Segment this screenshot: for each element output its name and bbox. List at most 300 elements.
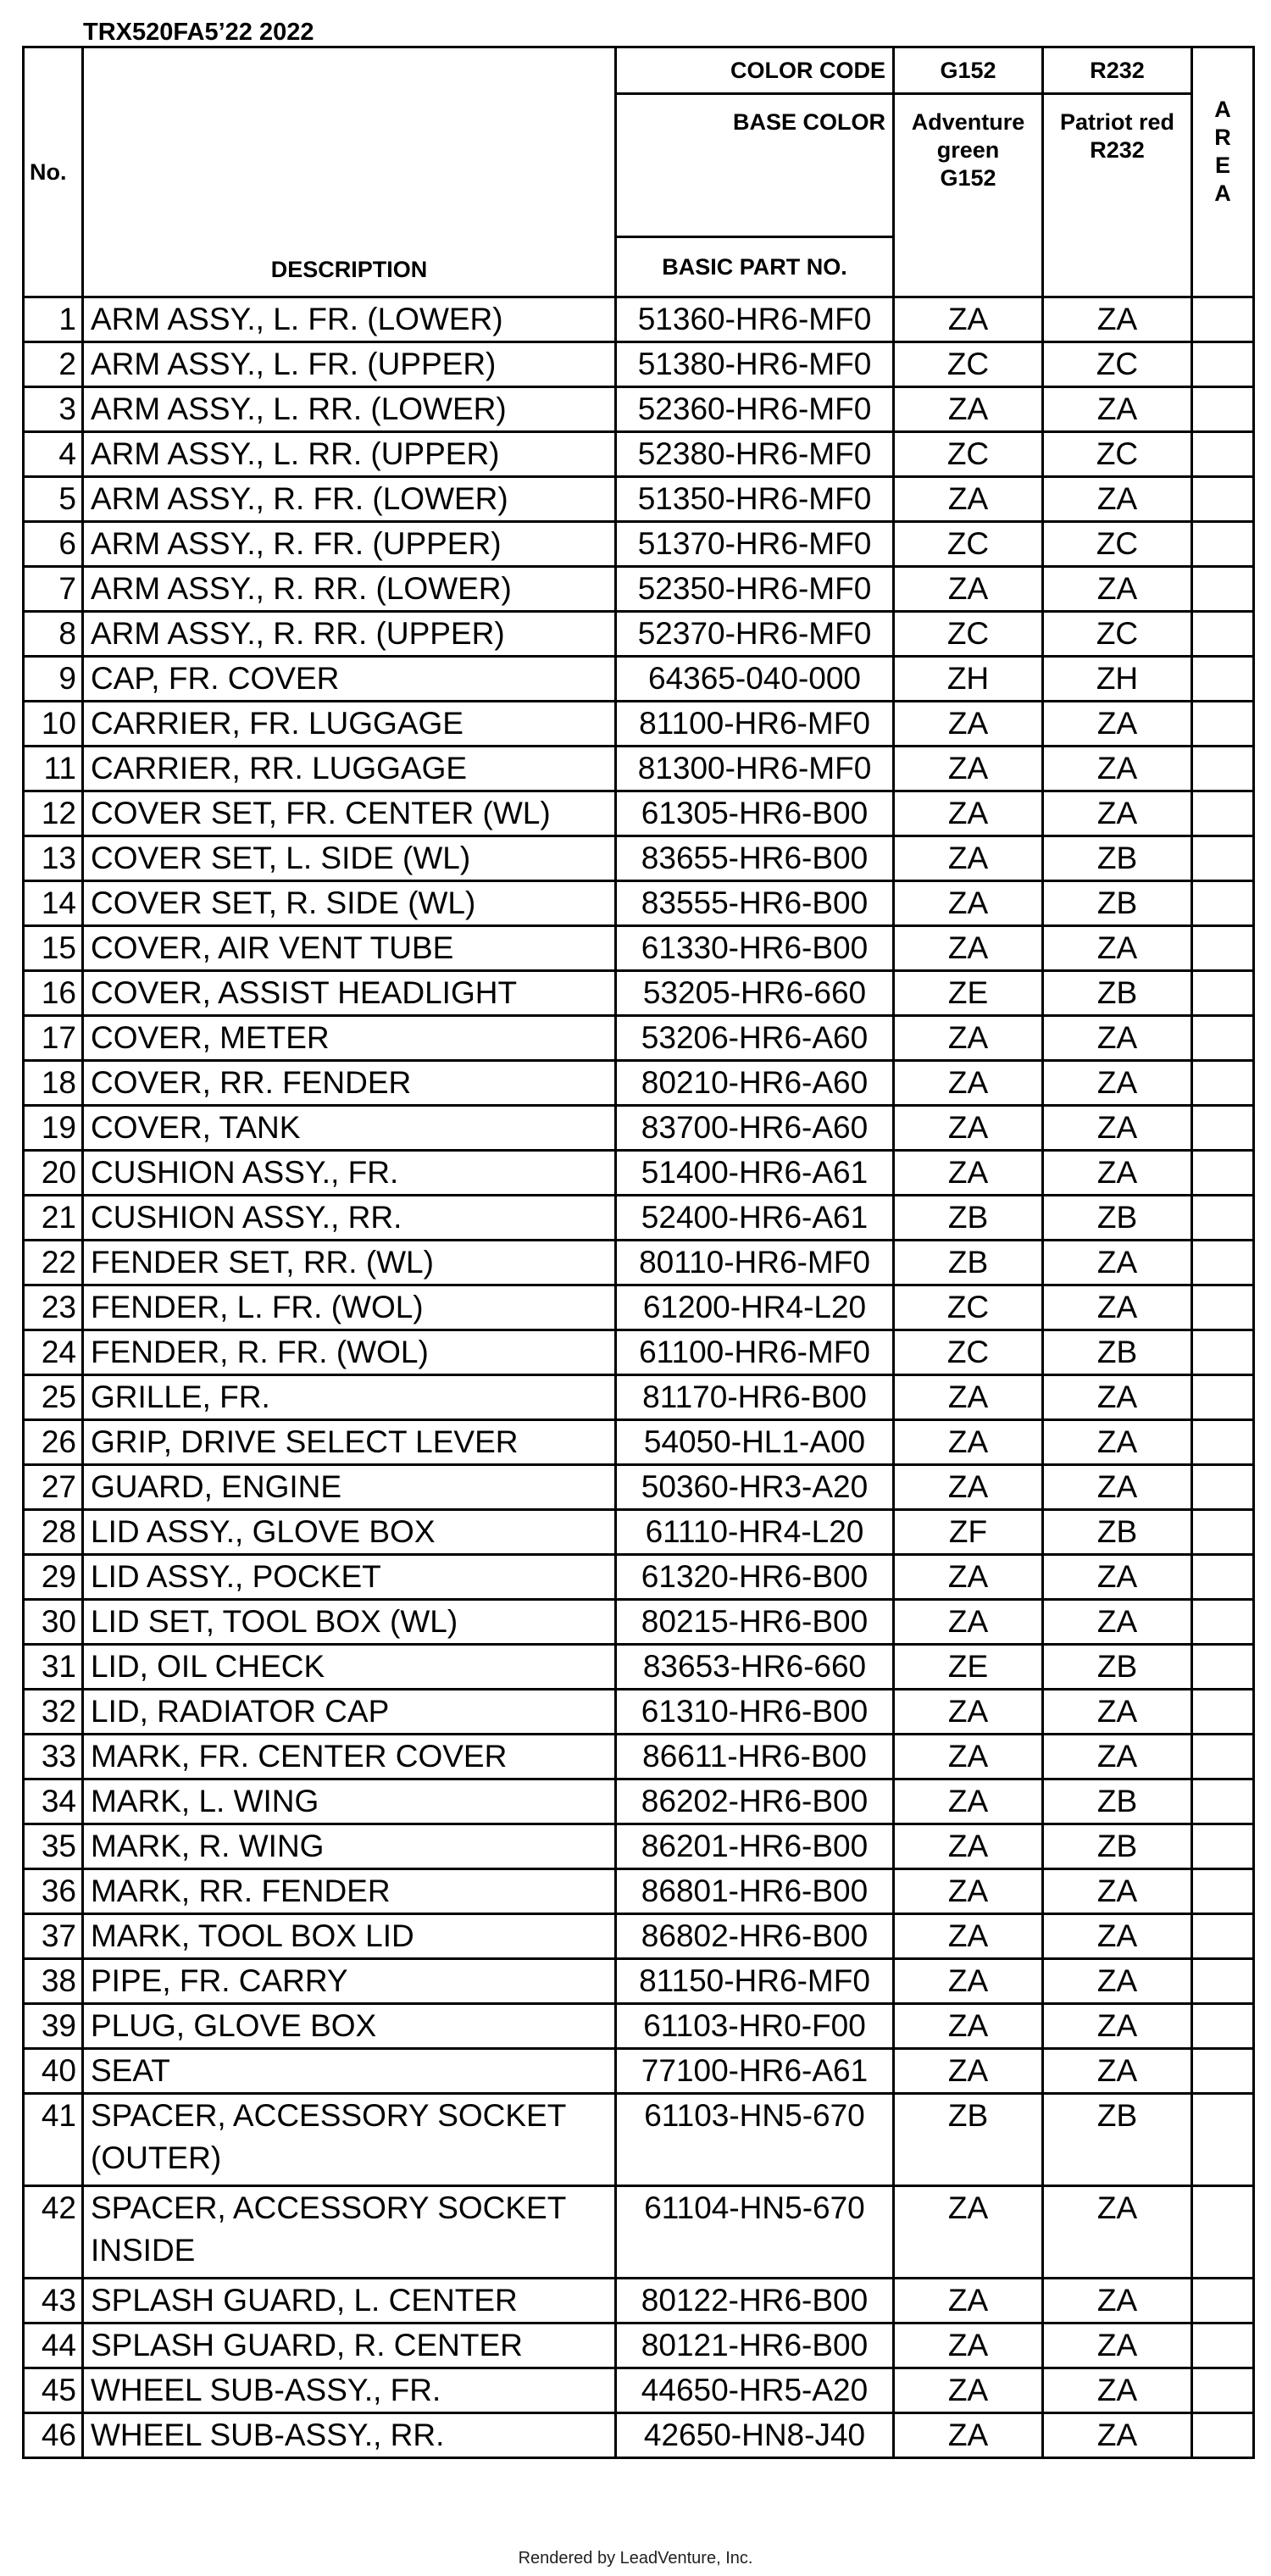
row-number: 43 bbox=[24, 2279, 83, 2323]
row-part-number: 51380-HR6-MF0 bbox=[616, 342, 894, 387]
table-row bbox=[24, 2323, 1254, 2368]
row-description: ARM ASSY., R. FR. (LOWER) bbox=[83, 477, 616, 522]
row-code-r232: ZA bbox=[1043, 747, 1192, 791]
row-part-number: 83653-HR6-660 bbox=[616, 1645, 894, 1690]
row-code-g152: ZA bbox=[894, 2413, 1043, 2458]
row-code-r232: ZA bbox=[1043, 1375, 1192, 1420]
table-row bbox=[24, 1375, 1254, 1420]
table-row bbox=[24, 2004, 1254, 2049]
table-row bbox=[24, 1690, 1254, 1735]
row-code-r232: ZA bbox=[1043, 1285, 1192, 1330]
row-area bbox=[1192, 2186, 1254, 2279]
row-part-number: 86202-HR6-B00 bbox=[616, 1779, 894, 1824]
row-description: CARRIER, RR. LUGGAGE bbox=[83, 747, 616, 791]
row-code-g152: ZA bbox=[894, 1555, 1043, 1600]
row-part-number: 61305-HR6-B00 bbox=[616, 791, 894, 836]
row-number: 12 bbox=[24, 791, 83, 836]
row-area bbox=[1192, 1914, 1254, 1959]
row-number: 46 bbox=[24, 2413, 83, 2458]
row-area bbox=[1192, 2279, 1254, 2323]
row-number: 8 bbox=[24, 612, 83, 657]
header-desc-top bbox=[83, 47, 616, 237]
color-name-line: Adventure bbox=[911, 109, 1025, 135]
row-description: COVER, AIR VENT TUBE bbox=[83, 926, 616, 971]
row-code-g152: ZA bbox=[894, 702, 1043, 747]
header-base-color: BASE COLOR bbox=[616, 94, 894, 237]
table-row bbox=[24, 2413, 1254, 2458]
table-row bbox=[24, 1555, 1254, 1600]
row-part-number: 83700-HR6-A60 bbox=[616, 1106, 894, 1151]
row-code-g152: ZA bbox=[894, 1151, 1043, 1196]
row-code-g152: ZA bbox=[894, 387, 1043, 432]
row-area bbox=[1192, 2004, 1254, 2049]
row-area bbox=[1192, 1510, 1254, 1555]
row-part-number: 61100-HR6-MF0 bbox=[616, 1330, 894, 1375]
row-code-g152: ZA bbox=[894, 1690, 1043, 1735]
row-number: 41 bbox=[24, 2094, 83, 2186]
table-row bbox=[24, 1016, 1254, 1061]
row-code-g152: ZB bbox=[894, 2094, 1043, 2186]
row-code-g152: ZA bbox=[894, 747, 1043, 791]
row-part-number: 50360-HR3-A20 bbox=[616, 1465, 894, 1510]
row-code-r232: ZA bbox=[1043, 1106, 1192, 1151]
table-row bbox=[24, 1510, 1254, 1555]
row-area bbox=[1192, 1779, 1254, 1824]
table-row bbox=[24, 2279, 1254, 2323]
row-part-number: 52380-HR6-MF0 bbox=[616, 432, 894, 477]
row-code-r232: ZA bbox=[1043, 567, 1192, 612]
row-area bbox=[1192, 1375, 1254, 1420]
row-code-g152: ZA bbox=[894, 1106, 1043, 1151]
table-row bbox=[24, 1914, 1254, 1959]
row-code-g152: ZA bbox=[894, 297, 1043, 342]
row-number: 15 bbox=[24, 926, 83, 971]
row-code-r232: ZA bbox=[1043, 1555, 1192, 1600]
row-description: FENDER SET, RR. (WL) bbox=[83, 1241, 616, 1285]
row-code-r232: ZB bbox=[1043, 1824, 1192, 1869]
row-code-r232: ZA bbox=[1043, 2049, 1192, 2094]
header-row-color-code bbox=[24, 47, 1254, 94]
table-row bbox=[24, 1645, 1254, 1690]
row-part-number: 52400-HR6-A61 bbox=[616, 1196, 894, 1241]
row-area bbox=[1192, 1645, 1254, 1690]
row-code-g152: ZA bbox=[894, 2323, 1043, 2368]
row-description: LID SET, TOOL BOX (WL) bbox=[83, 1600, 616, 1645]
color-name-line: green bbox=[936, 137, 1000, 163]
row-number: 33 bbox=[24, 1735, 83, 1779]
row-area bbox=[1192, 657, 1254, 702]
color-name-line: Patriot red bbox=[1059, 109, 1175, 135]
row-code-r232: ZA bbox=[1043, 1241, 1192, 1285]
table-row bbox=[24, 1959, 1254, 2004]
table-row bbox=[24, 1600, 1254, 1645]
row-code-r232: ZB bbox=[1043, 1510, 1192, 1555]
row-number: 36 bbox=[24, 1869, 83, 1914]
row-part-number: 80210-HR6-A60 bbox=[616, 1061, 894, 1106]
row-area bbox=[1192, 1241, 1254, 1285]
row-part-number: 86802-HR6-B00 bbox=[616, 1914, 894, 1959]
row-number: 30 bbox=[24, 1600, 83, 1645]
row-part-number: 61330-HR6-B00 bbox=[616, 926, 894, 971]
header-area bbox=[1192, 47, 1254, 297]
parts-table-body bbox=[24, 47, 1254, 2458]
table-row bbox=[24, 522, 1254, 567]
row-description: ARM ASSY., R. FR. (UPPER) bbox=[83, 522, 616, 567]
row-code-g152: ZH bbox=[894, 657, 1043, 702]
row-code-r232: ZC bbox=[1043, 342, 1192, 387]
row-code-g152: ZC bbox=[894, 612, 1043, 657]
row-code-g152: ZC bbox=[894, 522, 1043, 567]
table-row bbox=[24, 1196, 1254, 1241]
row-description: SEAT bbox=[83, 2049, 616, 2094]
row-area bbox=[1192, 612, 1254, 657]
table-row bbox=[24, 2368, 1254, 2413]
row-number: 35 bbox=[24, 1824, 83, 1869]
row-part-number: 61103-HR0-F00 bbox=[616, 2004, 894, 2049]
row-code-r232: ZA bbox=[1043, 1061, 1192, 1106]
row-area bbox=[1192, 1330, 1254, 1375]
row-code-g152: ZA bbox=[894, 1779, 1043, 1824]
row-area bbox=[1192, 2049, 1254, 2094]
row-description: COVER, RR. FENDER bbox=[83, 1061, 616, 1106]
row-number: 7 bbox=[24, 567, 83, 612]
row-description: ARM ASSY., L. FR. (LOWER) bbox=[83, 297, 616, 342]
row-code-r232: ZA bbox=[1043, 2004, 1192, 2049]
table-row bbox=[24, 612, 1254, 657]
row-number: 4 bbox=[24, 432, 83, 477]
row-part-number: 64365-040-000 bbox=[616, 657, 894, 702]
parts-table bbox=[22, 46, 1255, 2459]
row-code-r232: ZA bbox=[1043, 1600, 1192, 1645]
row-area bbox=[1192, 1600, 1254, 1645]
table-row bbox=[24, 2094, 1254, 2186]
row-code-g152: ZA bbox=[894, 1735, 1043, 1779]
row-number: 40 bbox=[24, 2049, 83, 2094]
table-row bbox=[24, 432, 1254, 477]
row-code-r232: ZA bbox=[1043, 1465, 1192, 1510]
row-code-r232: ZH bbox=[1043, 657, 1192, 702]
table-row bbox=[24, 747, 1254, 791]
table-row bbox=[24, 1420, 1254, 1465]
row-number: 23 bbox=[24, 1285, 83, 1330]
row-code-r232: ZA bbox=[1043, 1016, 1192, 1061]
row-code-r232: ZB bbox=[1043, 1779, 1192, 1824]
row-number: 5 bbox=[24, 477, 83, 522]
row-area bbox=[1192, 432, 1254, 477]
row-code-g152: ZA bbox=[894, 2186, 1043, 2279]
table-row bbox=[24, 297, 1254, 342]
row-description: ARM ASSY., L. FR. (UPPER) bbox=[83, 342, 616, 387]
row-part-number: 83655-HR6-B00 bbox=[616, 836, 894, 881]
table-row bbox=[24, 2186, 1254, 2279]
row-description: SPLASH GUARD, L. CENTER bbox=[83, 2279, 616, 2323]
row-number: 42 bbox=[24, 2186, 83, 2279]
row-area bbox=[1192, 1016, 1254, 1061]
row-description: LID, OIL CHECK bbox=[83, 1645, 616, 1690]
row-area bbox=[1192, 1465, 1254, 1510]
header-color-name-g152 bbox=[894, 94, 1043, 297]
row-area bbox=[1192, 1420, 1254, 1465]
row-description: ARM ASSY., R. RR. (UPPER) bbox=[83, 612, 616, 657]
row-code-r232: ZC bbox=[1043, 522, 1192, 567]
row-description: CUSHION ASSY., FR. bbox=[83, 1151, 616, 1196]
row-code-g152: ZA bbox=[894, 881, 1043, 926]
row-part-number: 81170-HR6-B00 bbox=[616, 1375, 894, 1420]
header-code-g152: G152 bbox=[894, 47, 1043, 94]
footer-credit: Rendered by LeadVenture, Inc. bbox=[518, 2549, 753, 2568]
row-part-number: 42650-HN8-J40 bbox=[616, 2413, 894, 2458]
row-code-r232: ZA bbox=[1043, 1914, 1192, 1959]
table-row bbox=[24, 1285, 1254, 1330]
row-part-number: 61110-HR4-L20 bbox=[616, 1510, 894, 1555]
row-description: COVER, ASSIST HEADLIGHT bbox=[83, 971, 616, 1016]
row-code-g152: ZA bbox=[894, 1914, 1043, 1959]
row-description: ARM ASSY., L. RR. (UPPER) bbox=[83, 432, 616, 477]
row-area bbox=[1192, 2413, 1254, 2458]
row-number: 26 bbox=[24, 1420, 83, 1465]
document-title: TRX520FA5’22 2022 bbox=[83, 19, 314, 46]
row-part-number: 86201-HR6-B00 bbox=[616, 1824, 894, 1869]
row-part-number: 53206-HR6-A60 bbox=[616, 1016, 894, 1061]
row-code-g152: ZE bbox=[894, 1645, 1043, 1690]
row-code-r232: ZB bbox=[1043, 836, 1192, 881]
row-part-number: 86611-HR6-B00 bbox=[616, 1735, 894, 1779]
row-part-number: 52370-HR6-MF0 bbox=[616, 612, 894, 657]
row-area bbox=[1192, 1285, 1254, 1330]
row-code-g152: ZF bbox=[894, 1510, 1043, 1555]
row-number: 1 bbox=[24, 297, 83, 342]
row-part-number: 61104-HN5-670 bbox=[616, 2186, 894, 2279]
row-number: 6 bbox=[24, 522, 83, 567]
row-area bbox=[1192, 387, 1254, 432]
row-area bbox=[1192, 926, 1254, 971]
row-code-r232: ZC bbox=[1043, 432, 1192, 477]
row-number: 45 bbox=[24, 2368, 83, 2413]
row-code-g152: ZA bbox=[894, 2368, 1043, 2413]
row-description: ARM ASSY., R. RR. (LOWER) bbox=[83, 567, 616, 612]
row-description: WHEEL SUB-ASSY., FR. bbox=[83, 2368, 616, 2413]
table-row bbox=[24, 1824, 1254, 1869]
table-row bbox=[24, 1151, 1254, 1196]
header-description: DESCRIPTION bbox=[83, 237, 616, 297]
row-part-number: 81100-HR6-MF0 bbox=[616, 702, 894, 747]
row-description: FENDER, L. FR. (WOL) bbox=[83, 1285, 616, 1330]
row-code-g152: ZA bbox=[894, 926, 1043, 971]
row-code-r232: ZB bbox=[1043, 881, 1192, 926]
row-area bbox=[1192, 747, 1254, 791]
row-description: SPLASH GUARD, R. CENTER bbox=[83, 2323, 616, 2368]
row-code-r232: ZA bbox=[1043, 297, 1192, 342]
row-code-g152: ZA bbox=[894, 2279, 1043, 2323]
row-description: MARK, RR. FENDER bbox=[83, 1869, 616, 1914]
table-row bbox=[24, 971, 1254, 1016]
row-number: 14 bbox=[24, 881, 83, 926]
row-code-g152: ZA bbox=[894, 1061, 1043, 1106]
row-part-number: 52350-HR6-MF0 bbox=[616, 567, 894, 612]
row-description: SPACER, ACCESSORY SOCKET INSIDE bbox=[83, 2186, 616, 2279]
row-code-r232: ZA bbox=[1043, 2186, 1192, 2279]
row-code-g152: ZA bbox=[894, 1016, 1043, 1061]
header-area-letter: R bbox=[1214, 125, 1231, 150]
row-code-g152: ZE bbox=[894, 971, 1043, 1016]
row-description: COVER, METER bbox=[83, 1016, 616, 1061]
row-part-number: 51370-HR6-MF0 bbox=[616, 522, 894, 567]
row-description: MARK, TOOL BOX LID bbox=[83, 1914, 616, 1959]
row-description: CAP, FR. COVER bbox=[83, 657, 616, 702]
row-code-g152: ZB bbox=[894, 1241, 1043, 1285]
row-area bbox=[1192, 567, 1254, 612]
row-area bbox=[1192, 477, 1254, 522]
header-basic-part-no: BASIC PART NO. bbox=[616, 237, 894, 297]
row-code-r232: ZA bbox=[1043, 477, 1192, 522]
row-area bbox=[1192, 1690, 1254, 1735]
table-row bbox=[24, 1106, 1254, 1151]
row-area bbox=[1192, 1735, 1254, 1779]
row-code-r232: ZA bbox=[1043, 702, 1192, 747]
table-row bbox=[24, 836, 1254, 881]
row-description: LID, RADIATOR CAP bbox=[83, 1690, 616, 1735]
row-number: 2 bbox=[24, 342, 83, 387]
row-code-r232: ZB bbox=[1043, 1330, 1192, 1375]
row-description: COVER SET, R. SIDE (WL) bbox=[83, 881, 616, 926]
row-code-r232: ZA bbox=[1043, 791, 1192, 836]
row-part-number: 53205-HR6-660 bbox=[616, 971, 894, 1016]
row-code-r232: ZA bbox=[1043, 926, 1192, 971]
row-code-g152: ZA bbox=[894, 1420, 1043, 1465]
row-part-number: 61310-HR6-B00 bbox=[616, 1690, 894, 1735]
row-code-g152: ZB bbox=[894, 1196, 1043, 1241]
row-number: 21 bbox=[24, 1196, 83, 1241]
row-number: 3 bbox=[24, 387, 83, 432]
row-code-r232: ZA bbox=[1043, 1735, 1192, 1779]
row-area bbox=[1192, 1869, 1254, 1914]
row-description: MARK, L. WING bbox=[83, 1779, 616, 1824]
row-description: CARRIER, FR. LUGGAGE bbox=[83, 702, 616, 747]
row-code-r232: ZA bbox=[1043, 2323, 1192, 2368]
row-code-r232: ZA bbox=[1043, 1869, 1192, 1914]
row-description: MARK, FR. CENTER COVER bbox=[83, 1735, 616, 1779]
table-row bbox=[24, 1330, 1254, 1375]
row-number: 22 bbox=[24, 1241, 83, 1285]
table-row bbox=[24, 387, 1254, 432]
row-area bbox=[1192, 1151, 1254, 1196]
row-part-number: 80110-HR6-MF0 bbox=[616, 1241, 894, 1285]
header-code-r232: R232 bbox=[1043, 47, 1192, 94]
row-code-r232: ZA bbox=[1043, 2279, 1192, 2323]
row-part-number: 77100-HR6-A61 bbox=[616, 2049, 894, 2094]
color-name-line: R232 bbox=[1090, 137, 1145, 163]
row-number: 39 bbox=[24, 2004, 83, 2049]
row-area bbox=[1192, 702, 1254, 747]
row-description: COVER, TANK bbox=[83, 1106, 616, 1151]
row-description: GUARD, ENGINE bbox=[83, 1465, 616, 1510]
row-area bbox=[1192, 297, 1254, 342]
row-number: 9 bbox=[24, 657, 83, 702]
row-part-number: 44650-HR5-A20 bbox=[616, 2368, 894, 2413]
row-description: GRIP, DRIVE SELECT LEVER bbox=[83, 1420, 616, 1465]
header-color-name-r232 bbox=[1043, 94, 1192, 297]
row-code-g152: ZA bbox=[894, 1824, 1043, 1869]
row-code-g152: ZA bbox=[894, 1959, 1043, 2004]
row-area bbox=[1192, 1196, 1254, 1241]
row-area bbox=[1192, 836, 1254, 881]
row-part-number: 61103-HN5-670 bbox=[616, 2094, 894, 2186]
header-area-letter: E bbox=[1214, 153, 1230, 178]
row-description: GRILLE, FR. bbox=[83, 1375, 616, 1420]
header-area-letter: A bbox=[1214, 180, 1231, 206]
row-number: 32 bbox=[24, 1690, 83, 1735]
table-row bbox=[24, 1735, 1254, 1779]
row-description: PIPE, FR. CARRY bbox=[83, 1959, 616, 2004]
row-description: COVER SET, FR. CENTER (WL) bbox=[83, 791, 616, 836]
row-number: 19 bbox=[24, 1106, 83, 1151]
row-part-number: 81300-HR6-MF0 bbox=[616, 747, 894, 791]
row-number: 24 bbox=[24, 1330, 83, 1375]
row-code-r232: ZB bbox=[1043, 1196, 1192, 1241]
row-part-number: 86801-HR6-B00 bbox=[616, 1869, 894, 1914]
row-code-r232: ZA bbox=[1043, 387, 1192, 432]
row-number: 16 bbox=[24, 971, 83, 1016]
row-code-g152: ZA bbox=[894, 567, 1043, 612]
row-description: LID ASSY., GLOVE BOX bbox=[83, 1510, 616, 1555]
row-description: COVER SET, L. SIDE (WL) bbox=[83, 836, 616, 881]
row-part-number: 83555-HR6-B00 bbox=[616, 881, 894, 926]
row-part-number: 51350-HR6-MF0 bbox=[616, 477, 894, 522]
row-part-number: 80122-HR6-B00 bbox=[616, 2279, 894, 2323]
row-description: ARM ASSY., L. RR. (LOWER) bbox=[83, 387, 616, 432]
table-row bbox=[24, 791, 1254, 836]
row-number: 11 bbox=[24, 747, 83, 791]
row-code-r232: ZA bbox=[1043, 1151, 1192, 1196]
row-area bbox=[1192, 1106, 1254, 1151]
row-code-r232: ZA bbox=[1043, 1690, 1192, 1735]
row-code-r232: ZB bbox=[1043, 1645, 1192, 1690]
table-row bbox=[24, 1061, 1254, 1106]
table-row bbox=[24, 567, 1254, 612]
row-code-r232: ZB bbox=[1043, 2094, 1192, 2186]
row-number: 34 bbox=[24, 1779, 83, 1824]
row-area bbox=[1192, 2323, 1254, 2368]
row-part-number: 61320-HR6-B00 bbox=[616, 1555, 894, 1600]
row-number: 29 bbox=[24, 1555, 83, 1600]
row-code-r232: ZA bbox=[1043, 1420, 1192, 1465]
table-row bbox=[24, 881, 1254, 926]
table-row bbox=[24, 926, 1254, 971]
row-part-number: 80121-HR6-B00 bbox=[616, 2323, 894, 2368]
row-part-number: 51360-HR6-MF0 bbox=[616, 297, 894, 342]
row-code-r232: ZA bbox=[1043, 2413, 1192, 2458]
header-area-letter: A bbox=[1214, 97, 1231, 122]
row-code-g152: ZA bbox=[894, 2004, 1043, 2049]
header-color-code: COLOR CODE bbox=[616, 47, 894, 94]
row-area bbox=[1192, 1959, 1254, 2004]
row-area bbox=[1192, 1061, 1254, 1106]
row-part-number: 81150-HR6-MF0 bbox=[616, 1959, 894, 2004]
row-part-number: 51400-HR6-A61 bbox=[616, 1151, 894, 1196]
table-row bbox=[24, 657, 1254, 702]
row-code-r232: ZC bbox=[1043, 612, 1192, 657]
row-part-number: 54050-HL1-A00 bbox=[616, 1420, 894, 1465]
table-row bbox=[24, 1465, 1254, 1510]
row-description: FENDER, R. FR. (WOL) bbox=[83, 1330, 616, 1375]
row-area bbox=[1192, 881, 1254, 926]
row-number: 44 bbox=[24, 2323, 83, 2368]
row-code-r232: ZA bbox=[1043, 1959, 1192, 2004]
row-description: CUSHION ASSY., RR. bbox=[83, 1196, 616, 1241]
row-area bbox=[1192, 971, 1254, 1016]
row-code-g152: ZA bbox=[894, 1375, 1043, 1420]
row-area bbox=[1192, 791, 1254, 836]
